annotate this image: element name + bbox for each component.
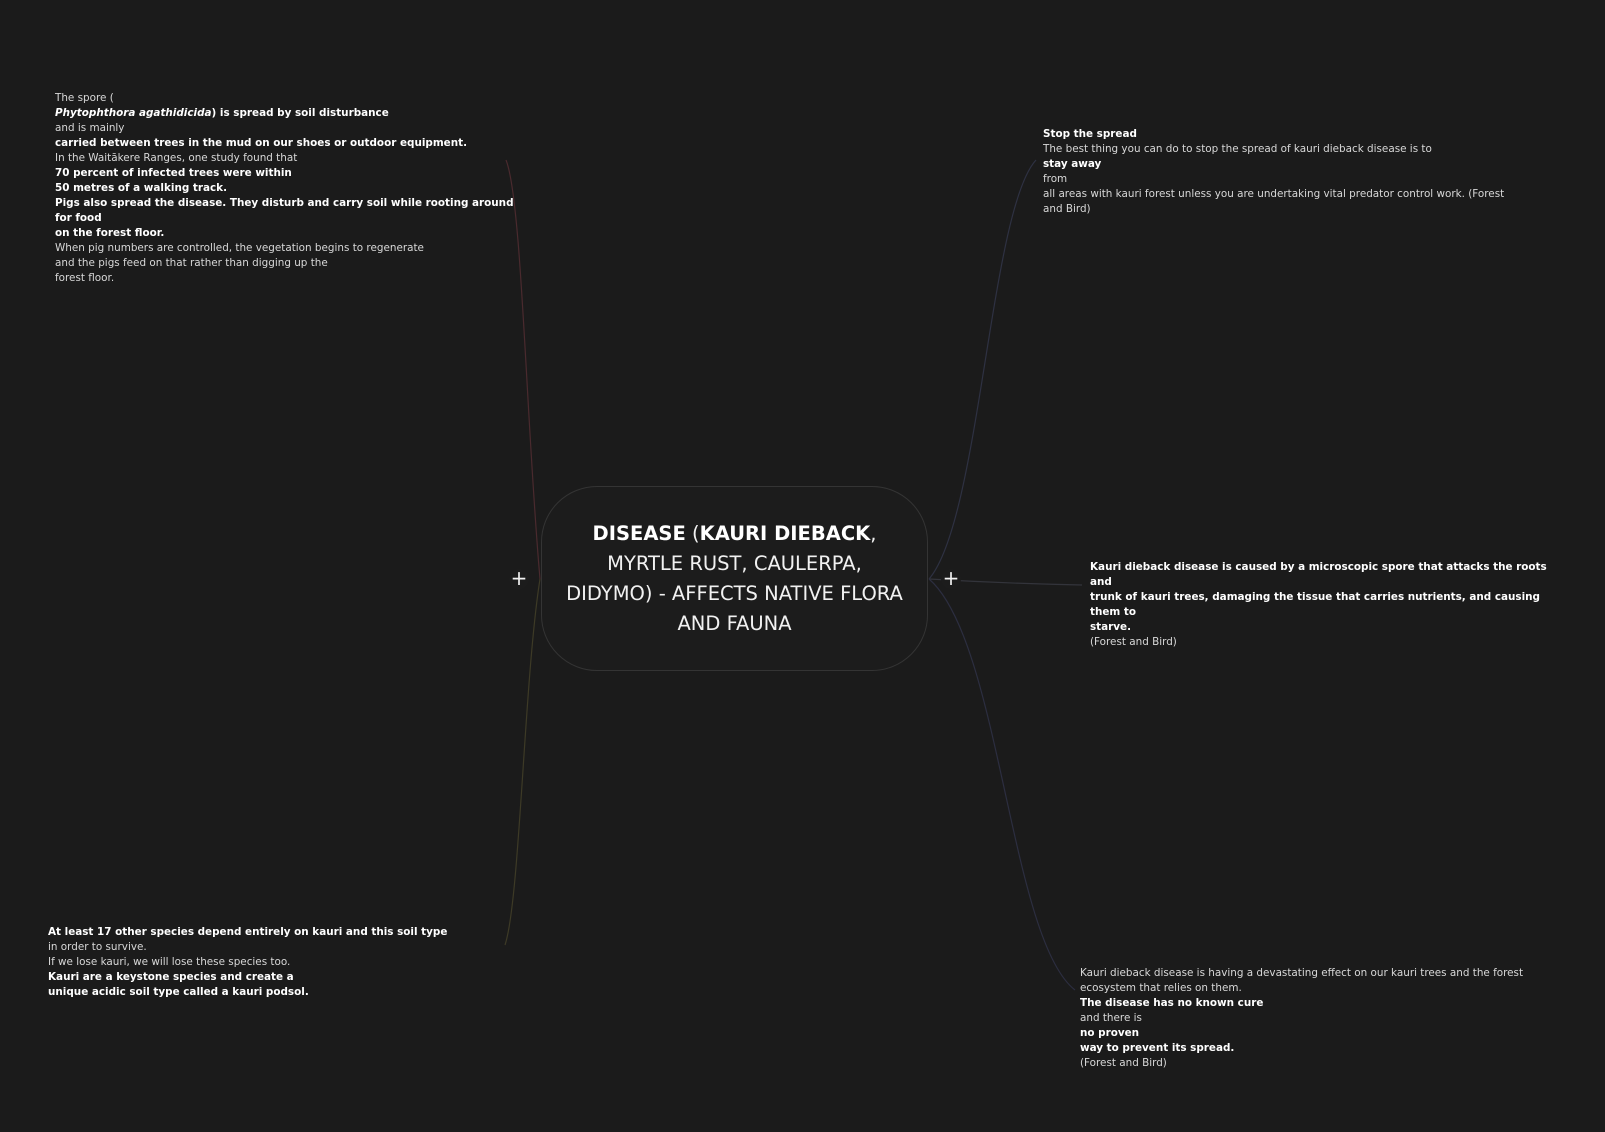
note-text: ecosystem that relies on them. [1080, 982, 1242, 994]
note-line [1080, 1041, 1550, 1071]
note-line [48, 955, 508, 985]
note-text: from [1043, 173, 1068, 185]
central-topic-title [542, 519, 927, 639]
note-line [1090, 620, 1560, 650]
note-line: and Bird) [1043, 203, 1091, 215]
note-text: The spore ( [55, 92, 114, 104]
note-bold-text: on the forest floor. [55, 227, 165, 239]
note-bold-text: Pigs also spread the disease. They disturb and carry soil while rooting around for food [55, 197, 514, 224]
note-top-left[interactable] [55, 91, 515, 286]
note-bold-text: way to prevent its spread. [1080, 1042, 1235, 1054]
note-text: and there is [1080, 1012, 1142, 1024]
note-heading-text: Stop the spread [1043, 128, 1137, 140]
note-bold-text: starve. [1090, 621, 1132, 633]
note-bold-text: Kauri are a keystone species and create a [48, 971, 294, 983]
note-line [1080, 981, 1550, 1041]
central-topic-bold-kauri: KAURI DIEBACK [699, 521, 871, 545]
note-text: In the Waitākere Ranges, one study found that [55, 152, 298, 164]
expand-left-button[interactable]: + [510, 566, 528, 590]
note-bold-text: Kauri dieback disease is caused by a microscopic spore that attacks the roots and [1090, 561, 1547, 588]
note-bold-text: At least 17 other species depend entirely on kauri and this soil type [48, 926, 448, 938]
species-name: Phytophthora agathidicida [55, 107, 212, 119]
note-bottom-left[interactable] [48, 925, 508, 1000]
note-text: in order to survive. [48, 941, 147, 953]
note-text: and is mainly [55, 122, 125, 134]
note-line [55, 91, 515, 136]
central-topic-text-1: ( [685, 521, 700, 545]
note-line: all areas with kauri forest unless you are undertaking vital predator control work. (Forest [1043, 188, 1505, 200]
central-topic-text-2: , MYRTLE RUST, CAULERPA, DIDYMO) - AFFECTS NATIVE FLORA AND FAUNA [566, 521, 903, 635]
connector-bottom-right [929, 579, 1075, 990]
note-bold-text: no proven [1080, 1027, 1140, 1039]
note-line [48, 925, 508, 955]
note-bottom-right[interactable] [1080, 966, 1550, 1071]
note-line [55, 226, 515, 256]
connector-bottom-left [505, 579, 540, 945]
note-heading [1043, 127, 1513, 142]
note-line: Kauri dieback disease is having a devastating effect on our kauri trees and the forest [1080, 967, 1524, 979]
connector-top-right [929, 160, 1036, 579]
central-topic-bold-disease: DISEASE [592, 521, 686, 545]
note-bold-text: ) is spread by soil disturbance [211, 107, 389, 119]
note-bold-text: 50 metres of a walking track. [55, 182, 228, 194]
note-line [55, 196, 515, 226]
note-line [1090, 590, 1560, 620]
note-line: and the pigs feed on that rather than digging up the [55, 257, 328, 269]
note-bold-text: unique acidic soil type called a kauri podsol. [48, 986, 309, 998]
note-bold-text: trunk of kauri trees, damaging the tissue that carries nutrients, and causing them to [1090, 591, 1540, 618]
note-bold-text: stay away [1043, 158, 1102, 170]
note-text: If we lose kauri, we will lose these species too. [48, 956, 291, 968]
note-bold-text: carried between trees in the mud on our shoes or outdoor equipment. [55, 137, 468, 149]
note-line [55, 136, 515, 151]
note-text: (Forest and Bird) [1080, 1057, 1167, 1069]
note-line [1090, 560, 1560, 590]
note-line [55, 151, 515, 181]
note-line [55, 181, 515, 196]
note-bold-text: 70 percent of infected trees were within [55, 167, 292, 179]
note-middle-right[interactable] [1090, 560, 1560, 650]
central-topic[interactable] [541, 486, 928, 671]
note-top-right[interactable] [1043, 127, 1513, 217]
note-line: forest floor. [55, 272, 115, 284]
note-line [48, 985, 508, 1000]
note-text: The best thing you can do to stop the spread of kauri dieback disease is to [1043, 143, 1432, 155]
note-text: (Forest and Bird) [1090, 636, 1177, 648]
note-line [1043, 142, 1513, 187]
note-bold-text: The disease has no known cure [1080, 997, 1264, 1009]
note-text: When pig numbers are controlled, the vegetation begins to regenerate [55, 242, 424, 254]
expand-right-button[interactable]: + [942, 566, 960, 590]
